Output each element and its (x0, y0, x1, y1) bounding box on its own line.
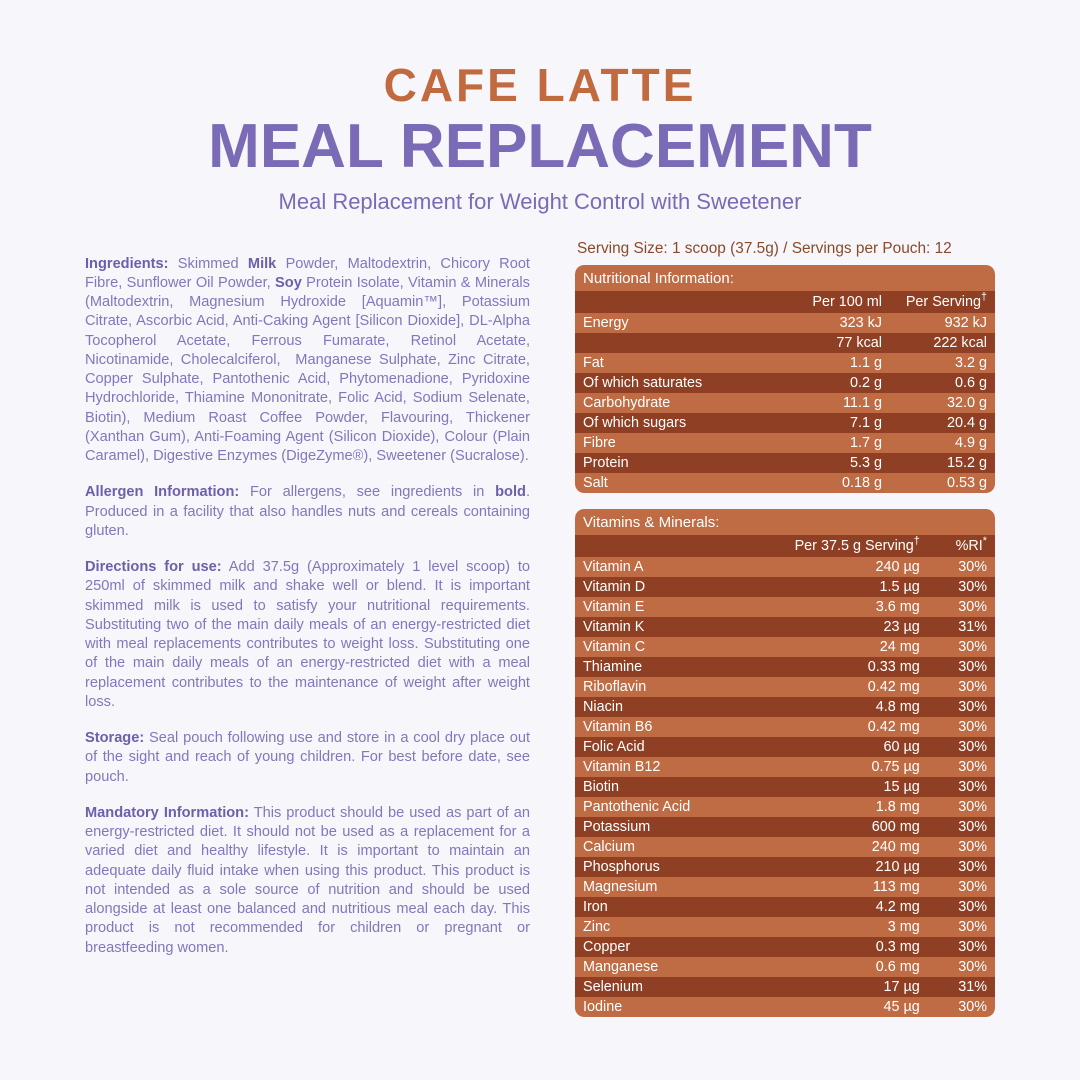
nutrition-rows (575, 313, 995, 493)
nutrition-caption: Nutritional Information: (575, 265, 995, 291)
nutrient-name: Of which saturates (583, 375, 703, 391)
table-row (575, 917, 995, 937)
vitamin-amount: 0.3 mg (875, 939, 920, 955)
mandatory-label: Mandatory Information: (85, 804, 249, 821)
nutrient-name (575, 333, 781, 353)
nutrient-per-serving: 932 kJ (944, 315, 987, 331)
vitamin-amount: 0.42 mg (867, 679, 920, 695)
nutrition-header-blank (575, 291, 781, 313)
table-row (575, 353, 995, 373)
table-row (575, 717, 995, 737)
vitamin-amount: 0.6 mg (875, 959, 920, 975)
table-row (575, 817, 995, 837)
nutrition-caption-row (575, 265, 995, 291)
nutrient-per-serving: 0.6 g (954, 375, 987, 391)
vitamin-ri-percent: 30% (958, 679, 987, 695)
vitamin-ri-percent: 30% (958, 759, 987, 775)
vitamin-ri-percent: 30% (958, 819, 987, 835)
vitamin-amount: 45 µg (883, 999, 920, 1015)
vitamins-caption: Vitamins & Minerals: (575, 509, 995, 535)
vitamin-amount: 15 µg (883, 779, 920, 795)
vitamin-amount: 60 µg (883, 739, 920, 755)
table-row (575, 857, 995, 877)
vitamin-ri-percent: 30% (958, 879, 987, 895)
vitamin-ri-percent: 30% (958, 859, 987, 875)
vitamin-amount: 240 µg (875, 559, 920, 575)
table-spacer (575, 493, 995, 509)
vitamin-amount: 210 µg (875, 859, 920, 875)
vitamin-ri-percent: 30% (958, 939, 987, 955)
mandatory-text: This product should be used as part of an energy-restricted diet. It should not be used as a replacement for a varied diet and healthy lifestyle. It is important to maintain an adequate daily fluid intake when using this product. This product is not intended as a sole source of nutrition and should be used alongside at least one balanced and nutritious meal each day. This product is not recommended for children or pregnant or breastfeeding women. (85, 804, 530, 956)
vitamin-ri-percent: 30% (958, 999, 987, 1015)
vitamin-amount: 24 mg (879, 639, 920, 655)
directions-text: Add 37.5g (Approximately 1 level scoop) to 250ml of skimmed milk and shake well or blend. It is important skimmed milk is used to satisfy your nutritional requirements. Substituting two of the main daily meals of an energy-restricted diet with meal replacements contributes to weight loss. Substituting one of the main daily meals of an energy-restricted diet with a meal replacement contributes to the maintenance of weight after weight loss. (85, 559, 530, 710)
table-row (575, 837, 995, 857)
ingredients-label: Ingredients: (85, 255, 169, 272)
page-title: MEAL REPLACEMENT (208, 112, 872, 181)
storage-text: Seal pouch following use and store in a cool dry place out of the sight and reach of young children. For best before date, see pouch. (85, 730, 530, 785)
vitamin-name: Phosphorus (583, 859, 660, 875)
table-row (575, 797, 995, 817)
table-row (575, 313, 995, 333)
nutrition-header-perserving: Per Serving† (890, 291, 995, 313)
vitamin-name: Vitamin D (583, 579, 646, 595)
nutrient-per-100ml: 323 kJ (839, 315, 882, 331)
right-column (575, 240, 995, 1017)
table-row (575, 413, 995, 433)
nutrient-name: Protein (583, 455, 629, 471)
vitamin-name: Zinc (583, 919, 611, 935)
vitamin-amount: 4.2 mg (875, 899, 920, 915)
vitamin-ri-percent: 30% (958, 659, 987, 675)
allergen-text-part1: For allergens, see ingredients in (239, 484, 496, 501)
nutrient-per-100ml: 0.2 g (849, 375, 882, 391)
vitamin-name: Potassium (583, 819, 651, 835)
vitamin-ri-percent: 30% (958, 839, 987, 855)
table-row (575, 433, 995, 453)
vitamin-amount: 3.6 mg (875, 599, 920, 615)
vitamin-name: Iron (583, 899, 608, 915)
ingredients-text: Skimmed Milk Powder, Maltodextrin, Chicory Root Fibre, Sunflower Oil Powder, Soy Protein Isolate, Vitamin & Minerals (Maltodextrin, Magnesium Hydroxide [Aquamin™], Potassium Citrate, Ascorbic Acid, Anti-Caking Agent [Silicon Dioxide], DL-Alpha Tocopherol Acetate, Ferrous Fumarate, Retinol Acetate, Nicotinamide, Cholecalciferol, Manganese Sulphate, Zinc Citrate, Copper Sulphate, Pantothenic Acid, Phytomenadione, Pyridoxine Hydrochloride, Thiamine Mononitrate, Folic Acid, Sodium Selenate, Biotin), Medium Roast Coffee Powder, Flavouring, Thickener (Xanthan Gum), Anti-Foaming Agent (Silicon Dioxide), Colour (Plain Caramel), Digestive Enzymes (DigeZyme®), Sweetener (Sucralose). (85, 255, 530, 465)
vitamins-header-ri: %RI* (928, 535, 995, 557)
vitamin-ri-percent: 31% (958, 979, 987, 995)
nutrient-per-100ml: 77 kcal (836, 335, 882, 351)
vitamin-name: Riboflavin (583, 679, 647, 695)
allergen-label: Allergen Information: (85, 484, 240, 501)
table-row (575, 897, 995, 917)
table-row (575, 977, 995, 997)
nutrient-per-100ml: 0.18 g (841, 475, 882, 491)
vitamin-name: Thiamine (583, 659, 643, 675)
table-row (575, 373, 995, 393)
vitamin-amount: 4.8 mg (875, 699, 920, 715)
vitamin-ri-percent: 30% (958, 699, 987, 715)
content-columns (0, 240, 1080, 1017)
mandatory-block (85, 804, 530, 958)
vitamin-amount: 3 mg (887, 919, 920, 935)
table-row (575, 957, 995, 977)
vitamin-ri-percent: 31% (958, 619, 987, 635)
nutrient-per-serving: 222 kcal (933, 335, 987, 351)
vitamin-amount: 0.42 mg (867, 719, 920, 735)
page-subtitle: Meal Replacement for Weight Control with Sweetener (278, 189, 802, 215)
table-row (575, 597, 995, 617)
vitamin-name: Manganese (583, 959, 659, 975)
vitamin-amount: 240 mg (871, 839, 920, 855)
vitamin-name: Magnesium (583, 879, 658, 895)
vitamin-ri-percent: 30% (958, 719, 987, 735)
vitamin-name: Iodine (583, 999, 623, 1015)
nutrient-name: Of which sugars (583, 415, 687, 431)
left-column (85, 240, 530, 958)
vitamins-header-perserving: Per 37.5 g Serving† (751, 535, 927, 557)
vitamin-name: Selenium (583, 979, 643, 995)
ingredients-block (85, 255, 530, 467)
table-row (575, 557, 995, 577)
table-row (575, 637, 995, 657)
nutrient-name: Carbohydrate (583, 395, 671, 411)
vitamins-table (575, 509, 995, 1017)
allergen-bold-word: bold (495, 484, 526, 501)
vitamins-header-blank (575, 535, 751, 557)
vitamin-ri-percent: 30% (958, 959, 987, 975)
vitamin-ri-percent: 30% (958, 599, 987, 615)
nutrient-per-serving: 15.2 g (946, 455, 987, 471)
table-row (575, 393, 995, 413)
table-row (575, 577, 995, 597)
nutrient-per-100ml: 1.1 g (849, 355, 882, 371)
vitamin-name: Vitamin A (583, 559, 644, 575)
table-row (575, 777, 995, 797)
allergen-text-part2: . Produced in a facility that also handles nuts and cereals containing gluten. (85, 484, 531, 539)
nutrient-name: Fibre (583, 435, 616, 451)
table-row (575, 877, 995, 897)
vitamin-name: Vitamin C (583, 639, 646, 655)
table-row (575, 937, 995, 957)
nutrient-per-100ml: 1.7 g (849, 435, 882, 451)
vitamins-table-head (575, 509, 995, 557)
vitamin-ri-percent: 30% (958, 639, 987, 655)
table-row (575, 677, 995, 697)
vitamin-name: Niacin (583, 699, 623, 715)
vitamin-ri-percent: 30% (958, 779, 987, 795)
vitamin-ri-percent: 30% (958, 919, 987, 935)
directions-block (85, 558, 530, 712)
vitamin-amount: 113 mg (872, 879, 920, 895)
allergen-block (85, 483, 530, 541)
vitamin-name: Vitamin E (583, 599, 645, 615)
vitamin-ri-percent: 30% (958, 579, 987, 595)
nutrient-name: Energy (583, 315, 629, 331)
dagger-mark: † (913, 535, 920, 548)
vitamin-name: Folic Acid (583, 739, 645, 755)
vitamin-name: Biotin (583, 779, 619, 795)
vitamin-name: Vitamin K (583, 619, 645, 635)
nutrient-per-serving: 20.4 g (946, 415, 987, 431)
vitamin-ri-percent: 30% (958, 559, 987, 575)
vitamin-amount: 1.5 µg (879, 579, 920, 595)
nutrition-table (575, 265, 995, 493)
vitamin-amount: 0.33 mg (867, 659, 920, 675)
table-row (575, 473, 995, 493)
vitamin-name: Calcium (583, 839, 635, 855)
vitamin-amount: 23 µg (883, 619, 920, 635)
nutrient-name: Fat (583, 355, 604, 371)
vitamin-amount: 17 µg (883, 979, 920, 995)
nutrition-table-wrap (575, 265, 995, 493)
vitamin-amount: 0.75 µg (871, 759, 920, 775)
nutrient-per-serving: 3.2 g (954, 355, 987, 371)
nutrient-per-serving: 32.0 g (946, 395, 987, 411)
table-row (575, 697, 995, 717)
nutrition-table-body (575, 265, 995, 313)
nutrient-per-serving: 4.9 g (954, 435, 987, 451)
vitamin-ri-percent: 30% (958, 799, 987, 815)
nutrient-per-100ml: 5.3 g (849, 455, 882, 471)
vitamin-name: Pantothenic Acid (583, 799, 691, 815)
page-header (0, 0, 1080, 215)
vitamins-header-row (575, 535, 995, 557)
serving-size-line: Serving Size: 1 scoop (37.5g) / Servings per Pouch: 12 (577, 240, 952, 257)
table-row (575, 657, 995, 677)
nutrition-header-row (575, 291, 995, 313)
vitamin-name: Vitamin B6 (583, 719, 653, 735)
vitamins-rows (575, 557, 995, 1017)
table-row (575, 997, 995, 1017)
nutrition-header-per100: Per 100 ml (781, 291, 890, 313)
table-row (575, 737, 995, 757)
vitamin-ri-percent: 30% (958, 739, 987, 755)
vitamin-ri-percent: 30% (958, 899, 987, 915)
vitamin-amount: 600 mg (871, 819, 920, 835)
vitamins-caption-row (575, 509, 995, 535)
table-row (575, 757, 995, 777)
vitamin-name: Copper (583, 939, 631, 955)
table-row (575, 333, 995, 353)
table-row (575, 453, 995, 473)
directions-label: Directions for use: (85, 559, 222, 576)
table-row (575, 617, 995, 637)
asterisk-mark: * (982, 535, 987, 548)
vitamins-table-wrap (575, 509, 995, 1017)
vitamin-name: Vitamin B12 (583, 759, 661, 775)
storage-block (85, 729, 530, 787)
nutrient-per-100ml: 7.1 g (849, 415, 882, 431)
dagger-mark: † (981, 291, 987, 304)
vitamin-amount: 1.8 mg (875, 799, 920, 815)
nutrient-name: Salt (583, 475, 608, 491)
nutrient-per-100ml: 11.1 g (843, 395, 882, 411)
flavour-title: CAFE LATTE (383, 59, 697, 111)
storage-label: Storage: (85, 730, 145, 747)
nutrient-per-serving: 0.53 g (946, 475, 987, 491)
